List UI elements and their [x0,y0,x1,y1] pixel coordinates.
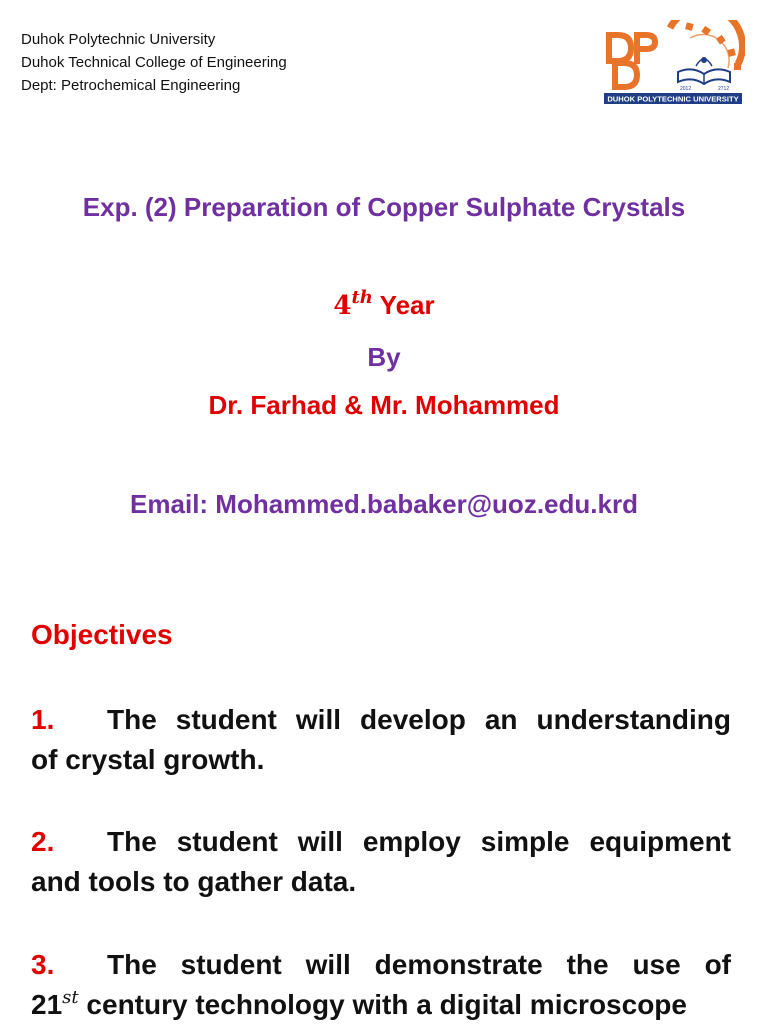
svg-text:2712: 2712 [718,86,730,92]
objectives-heading: Objectives [31,619,173,650]
objective-number: 2. [31,826,55,857]
academic-year [0,287,768,321]
university-logo [600,20,745,106]
objective-line1: The student will employ simple equipment [107,826,731,857]
book-icon [678,57,730,84]
year-number: 4 [333,291,352,321]
objective-number: 3. [31,949,55,980]
college-name: Duhok Technical College of Engineering [21,54,287,71]
gear-icon [670,20,742,70]
objective-line2: and tools to gather data. [31,866,357,897]
by-label: By [367,342,401,372]
svg-text:2012: 2012 [680,86,692,92]
objective-line2: of crystal growth. [31,744,265,775]
objective-line1: The student will develop an understanding [107,704,731,735]
year-superscript: th [351,287,373,308]
experiment-title: Exp. (2) Preparation of Copper Sulphate Crystals [82,192,686,222]
institution-header [21,28,287,97]
objective-item [31,822,731,902]
contact-email: Email: Mohammed.babaker@uoz.edu.krd [130,489,638,519]
dpu-letters [606,32,658,90]
authors: Dr. Farhad & Mr. Mohammed [208,390,560,420]
objective-number: 1. [31,704,55,735]
department-name: Dept: Petrochemical Engineering [21,77,241,94]
year-label: Year [379,290,435,320]
objective-item [31,700,731,780]
objective-line2: 21st century technology with a digital microscope [31,987,687,1020]
svg-text:DUHOK POLYTECHNIC UNIVERSITY: DUHOK POLYTECHNIC UNIVERSITY [607,94,739,104]
university-name: Duhok Polytechnic University [21,31,216,48]
objective-item [31,945,731,1024]
objective-line1: The student will demonstrate the use of [107,949,731,980]
